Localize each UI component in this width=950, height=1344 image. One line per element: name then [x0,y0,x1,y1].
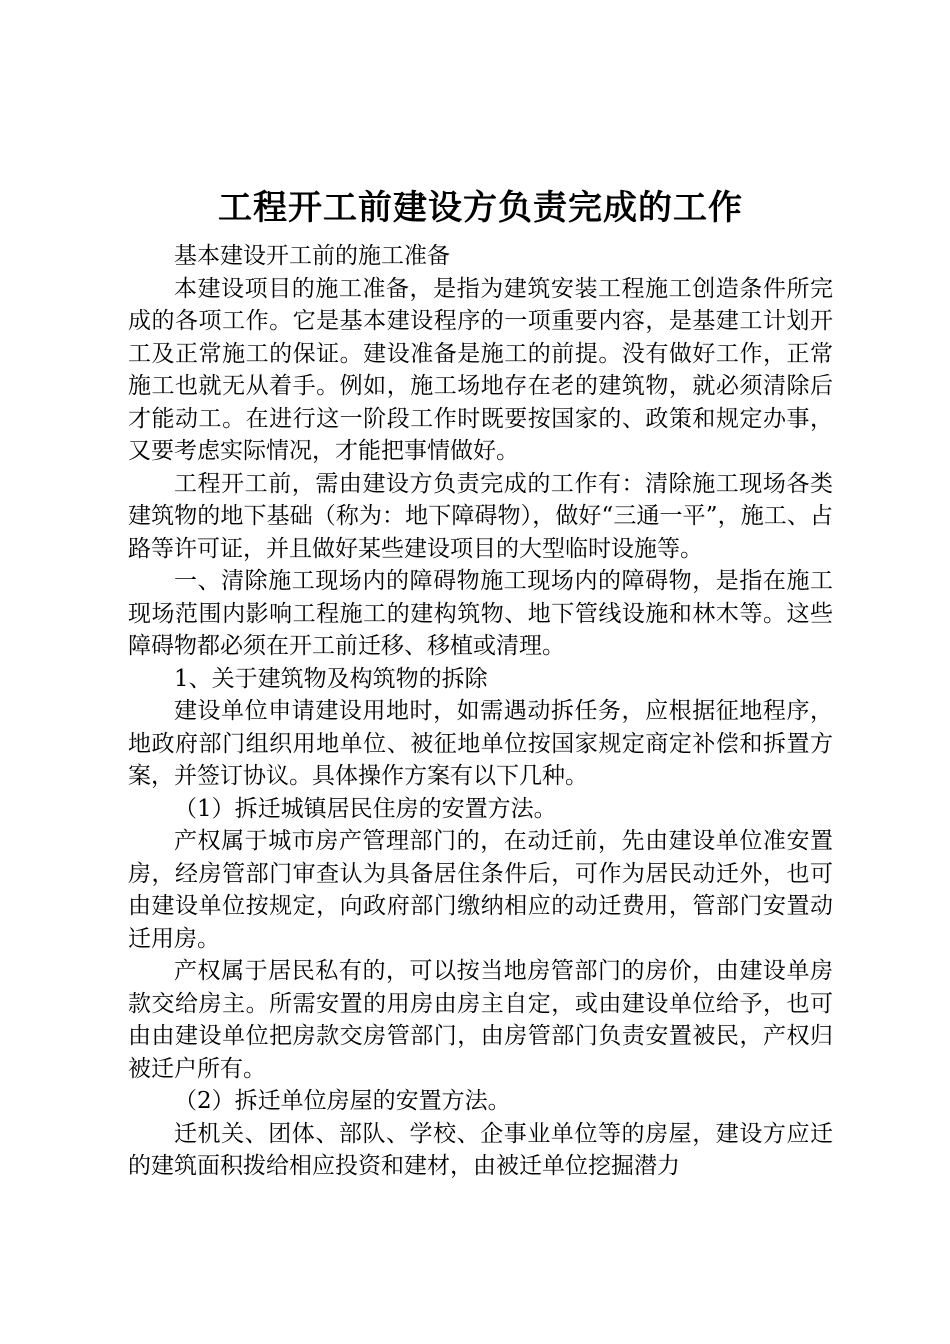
paragraph-preparation-definition: 本建设项目的施工准备，是指为建筑安装工程施工创造条件所完成的各项工作。它是基本建设程序的一项重要内容，是基建工计划开工及正常施工的保证。建设准备是施工的前提。没有做好工作，正常施工也就无从着手。例如，施工场地存在老的建筑物，就必须清除后才能动工。在进行这一阶段工作时既要按国家的、政策和规定办事，又要考虑实际情况，才能把事情做好。 [128,275,833,464]
paragraph-intro-heading: 基本建设开工前的施工准备 [174,243,450,269]
paragraph-land-application: 建设单位申请建设用地时，如需遇动拆任务，应根据征地程序，地政府部门组织用地单位、被征地单位按国家规定商定补偿和拆置方案，并签订协议。具体操作方案有以下几种。 [128,698,833,789]
paragraph-public-housing: 产权属于城市房产管理部门的，在动迁前，先由建设单位准安置房，经房管部门审查认为具备居住条件后，可作为居民动迁外，也可由建设单位按规定，向政府部门缴纳相应的动迁费用，管部门安置动迁用房。 [128,828,833,952]
paragraph-item-2-units: （2）拆迁单位房屋的安置方法。 [174,1088,511,1114]
document-title: 工程开工前建设方负责完成的工作 [218,188,743,228]
document-page [128,186,833,1183]
paragraph-owner-tasks: 工程开工前，需由建设方负责完成的工作有：清除施工现场各类建筑物的地下基础（称为：地下障碍物），做好“三通一平”，施工、占路等许可证，并且做好某些建设项目的大型临时设施等。 [128,470,833,562]
paragraph-section-1-obstacles: 一、清除施工现场内的障碍物施工现场内的障碍物，是指在施工现场范围内影响工程施工的建构筑物、地下管线设施和林木等。这些障碍物都必须在开工前迁移、移植或清理。 [128,568,833,659]
paragraph-subsection-demolition: 1、关于建筑物及构筑物的拆除 [174,665,488,692]
paragraph-unit-relocation: 迁机关、团体、部队、学校、企事业单位等的房屋，建设方应迁的建筑面积拨给相应投资和建材，由被迁单位挖掘潜力 [128,1120,833,1179]
paragraph-private-housing: 产权属于居民私有的，可以按当地房管部门的房价，由建设单房款交给房主。所需安置的用房由房主自定，或由建设单位给予，也可由由建设单位把房款交房管部门，由房管部门负责安置被民，产权归被迁户所有。 [128,958,833,1082]
paragraph-item-1-residents: （1）拆迁城镇居民住房的安置方法。 [174,795,557,822]
